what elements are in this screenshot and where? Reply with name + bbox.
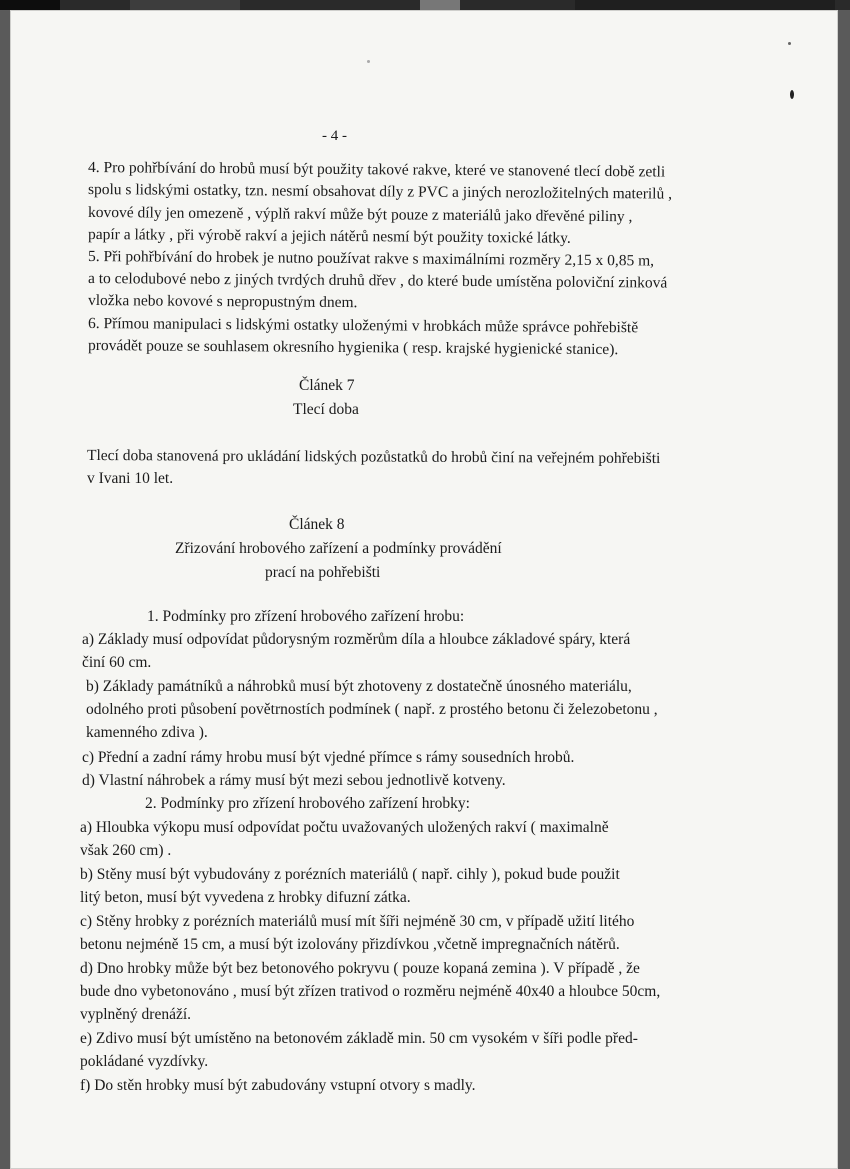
section-1-line-7: d) Vlastní náhrobek a rámy musí být mezi sebou jednotlivě kotveny.	[82, 772, 506, 789]
scan-border-segment	[420, 0, 460, 10]
para-6-line-1: 6. Přímou manipulaci s lidskými ostatky uloženými v hrobkách může správce pohřebiště	[87, 315, 639, 337]
document-page	[10, 10, 838, 1169]
scan-speck	[790, 90, 794, 99]
section-1-line-3: b) Základy památníků a náhrobků musí být zhotoveny z dostatečně únosného materiálu,	[86, 678, 632, 695]
article-7-text-line-1: Tlecí doba stanovená pro ukládání lidských pozůstatků do hrobů činí na veřejném pohřebišti	[86, 447, 661, 468]
section-2-line-2: však 260 cm) .	[80, 842, 172, 859]
page-number: - 4 -	[322, 128, 347, 144]
section-2-line-6: betonu nejméně 15 cm, a musí být izolovány přizdívkou ,včetně impregnačních nátěrů.	[80, 936, 620, 953]
scan-border-segment	[575, 0, 835, 10]
section-2-line-7: d) Dno hrobky může být bez betonového pokryvu ( pouze kopaná zemina ). V případě , že	[80, 960, 640, 977]
para-5-line-3: vložka nebo kovové s nepropustným dnem.	[87, 292, 358, 312]
article-7-text-line-2: v Ivani 10 let.	[87, 470, 174, 487]
scan-speck	[788, 42, 791, 45]
para-4-line-2: spolu s lidskými ostatky, tzn. nesmí obsahovat díly z PVC a jiných nerozložitelných materilů ,	[87, 181, 673, 203]
section-2-line-5: c) Stěny hrobky z porézních materiálů musí mít šíři nejméně 30 cm, v případě užití litého	[80, 913, 635, 930]
section-2-line-12: f) Do stěn hrobky musí být zabudovány vstupní otvory s madly.	[80, 1077, 476, 1094]
section-1-line-6: c) Přední a zadní rámy hrobu musí být vjedné přímce s rámy sousedních hrobů.	[82, 749, 575, 766]
article-8-heading: Článek 8	[289, 516, 345, 533]
section-2-line-4: litý beton, musí být vyvedena z hrobky difuzní zátka.	[80, 889, 411, 906]
para-6-line-2: provádět pouze se souhlasem okresního hygienika ( resp. krajské hygienické stanice).	[87, 337, 619, 359]
scan-border-segment	[0, 0, 60, 10]
article-8-title-line-1: Zřizování hrobového zařízení a podmínky provádění	[175, 540, 502, 557]
article-7-heading: Článek 7	[299, 377, 355, 394]
section-2-line-3: b) Stěny musí být vybudovány z porézních materiálů ( např. cihly ), pokud bude použit	[80, 866, 620, 883]
section-2-line-10: e) Zdivo musí být umístěno na betonovém základě min. 50 cm vysokém v šíři podle před-	[80, 1030, 638, 1047]
section-2-title: 2. Podmínky pro zřízení hrobového zařízení hrobky:	[145, 795, 470, 812]
para-4-line-3: kovové díly jen omezeně , výplň rakví může být pouze z materiálů jako dřevěné piliny ,	[87, 204, 633, 226]
para-5-line-1: 5. Při pohřbívání do hrobek je nutno používat rakve s maximálními rozměry 2,15 x 0,85 m,	[87, 248, 655, 270]
para-5-line-2: a to celodubové nebo z jiných tvrdých druhů dřev , do které bude umístěna poloviční zinková	[87, 270, 668, 292]
section-1-line-5: kamenného zdiva ).	[86, 724, 208, 741]
article-8-title-line-2: prací na pohřebišti	[265, 564, 381, 581]
scan-top-border	[0, 0, 850, 10]
section-2-line-1: a) Hloubka výkopu musí odpovídat počtu uvažovaných uložených rakví ( maximalně	[80, 819, 609, 836]
scan-speck	[367, 60, 370, 63]
section-2-line-9: vyplněný drenáží.	[80, 1006, 192, 1023]
section-2-line-11: pokládané vyzdívky.	[80, 1053, 209, 1070]
para-4-line-4: papír a látky , při výrobě rakví a jejich nátěrů nesmí být použity toxické látky.	[87, 226, 571, 247]
section-1-line-1: a) Základy musí odpovídat půdorysným rozměrům díla a hloubce základové spáry, která	[82, 631, 631, 648]
section-1-line-4: odolného proti působení povětrnostích podmínek ( např. z prostého betonu či železobetonu ,	[86, 701, 658, 718]
para-4-line-1: 4. Pro pohřbívání do hrobů musí být použity takové rakve, které ve stanovené tlecí době zetli	[87, 159, 666, 181]
article-7-title: Tlecí doba	[293, 401, 359, 418]
scan-border-segment	[130, 0, 240, 10]
section-1-title: 1. Podmínky pro zřízení hrobového zařízení hrobu:	[147, 608, 465, 625]
section-2-line-8: bude dno vybetonováno , musí být zřízen trativod o rozměru nejméně 40x40 a hloubce 50cm,	[80, 983, 661, 1000]
section-1-line-2: činí 60 cm.	[82, 654, 152, 671]
